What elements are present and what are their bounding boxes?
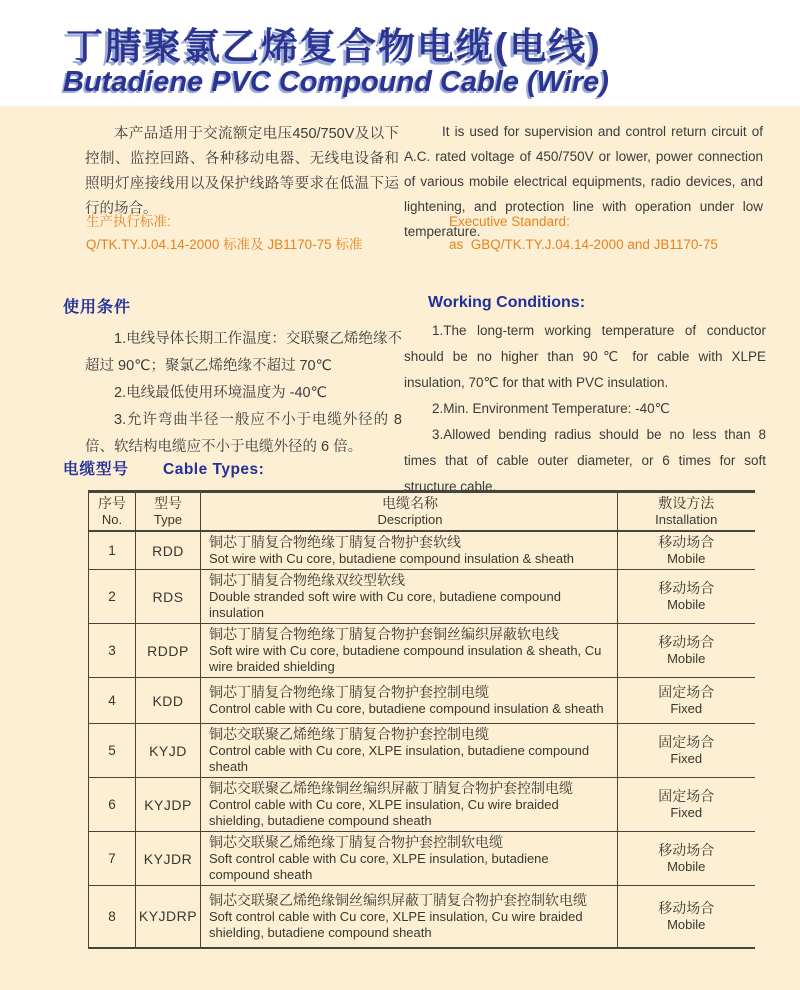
column-header-description-zh: 电缆名称 — [382, 495, 438, 511]
cell-installation — [618, 832, 755, 886]
cell-no: 6 — [89, 778, 136, 832]
installation-zh: 移动场合 — [658, 534, 715, 550]
installation-en: Fixed — [670, 701, 703, 716]
page-content — [0, 106, 800, 990]
working-conditions-item-en-1: 1.The long-term working temperature of conductor should be no higher than 90℃ for cable with XLPE insulation, 70℃ for that with PVC insulation. — [404, 323, 766, 390]
description-zh: 铜芯交联聚乙烯绝缘铜丝编织屏蔽丁腈复合物护套控制软电缆 — [209, 891, 587, 908]
cell-description — [201, 624, 618, 678]
cell-description — [201, 886, 618, 948]
installation-en: Mobile — [667, 651, 706, 666]
working-conditions-item-en-2: 2.Min. Environment Temperature: -40℃ — [432, 401, 670, 416]
cable-table-body — [89, 531, 755, 948]
description-en: Soft control cable with Cu core, XLPE insulation, butadiene compound sheath — [209, 851, 549, 882]
cell-no: 1 — [89, 531, 136, 570]
cell-no: 7 — [89, 832, 136, 886]
column-header-installation — [618, 492, 755, 532]
installation-en: Fixed — [670, 805, 703, 820]
cell-type: KYJDP — [136, 778, 201, 832]
installation-zh: 固定场合 — [658, 684, 715, 700]
column-header-no — [89, 492, 136, 532]
description-en: Double stranded soft wire with Cu core, butadiene compound insulation — [209, 589, 561, 620]
cell-type: KYJDRP — [136, 886, 201, 948]
executive-standard-label-en: Executive Standard: — [449, 214, 570, 229]
production-standard-value-zh: Q/TK.TY.J.04.14-2000 标准及 JB1170-75 标准 — [86, 237, 363, 252]
cell-installation — [618, 724, 755, 778]
column-header-no-en: No. — [101, 512, 123, 527]
column-header-type — [136, 492, 201, 532]
working-conditions-item-zh-3: 3.允许弯曲半径一般应不小于电缆外径的 8 倍、软结构电缆应不小于电缆外径的 6 倍。 — [85, 412, 402, 455]
cell-description — [201, 531, 618, 570]
description-en: Sot wire with Cu core, butadiene compound insulation & sheath — [209, 551, 574, 566]
table-row — [89, 778, 755, 832]
installation-zh: 移动场合 — [658, 580, 715, 596]
installation-en: Mobile — [667, 916, 706, 932]
working-conditions-item-zh-2: 2.电线最低使用环境温度为 -40℃ — [114, 385, 327, 401]
working-conditions-item-zh-1: 1.电线导体长期工作温度：交联聚乙烯绝缘不超过 90℃；聚氯乙烯绝缘不超过 70℃ — [85, 331, 402, 374]
installation-zh: 固定场合 — [658, 788, 715, 804]
column-header-description — [201, 492, 618, 532]
table-row — [89, 624, 755, 678]
table-row — [89, 531, 755, 570]
installation-en: Mobile — [667, 551, 706, 566]
description-zh: 铜芯交联聚乙烯绝缘丁腈复合物护套控制软电缆 — [209, 834, 503, 850]
cell-no: 3 — [89, 624, 136, 678]
cell-type: KDD — [136, 678, 201, 724]
installation-en: Mobile — [667, 597, 706, 612]
executive-standard-en — [449, 210, 718, 256]
working-conditions-list-zh — [85, 326, 402, 461]
description-zh: 铜芯交联聚乙烯绝缘铜丝编织屏蔽丁腈复合物护套控制电缆 — [209, 780, 573, 796]
table-row — [89, 570, 755, 624]
column-header-installation-en: Installation — [655, 512, 718, 527]
cable-types-heading-en: Cable Types: — [163, 461, 265, 478]
intro-paragraph-en: It is used for supervision and control return circuit of A.C. rated voltage of 450/750V or lower, power connection of various mobile electrical equipments, radio devices, and lightening, and protection line with operation under low temperature. — [404, 124, 763, 239]
cell-description — [201, 570, 618, 624]
cell-installation — [618, 778, 755, 832]
description-zh: 铜芯丁腈复合物绝缘丁腈复合物护套控制电缆 — [209, 684, 489, 700]
cell-type: KYJDR — [136, 832, 201, 886]
cell-type: RDS — [136, 570, 201, 624]
description-en: Control cable with Cu core, XLPE insulation, butadiene compound sheath — [209, 743, 590, 774]
description-en: Control cable with Cu core, XLPE insulation, Cu wire braided shielding, butadiene compound sheath — [209, 797, 559, 828]
executive-standard-value-en: as GBQ/TK.TY.J.04.14-2000 and JB1170-75 — [449, 237, 718, 252]
installation-zh: 移动场合 — [658, 634, 715, 650]
description-zh: 铜芯丁腈复合物绝缘丁腈复合物护套软线 — [209, 534, 461, 550]
cell-type: RDDP — [136, 624, 201, 678]
installation-zh: 固定场合 — [658, 734, 715, 750]
installation-en: Fixed — [670, 751, 703, 766]
cell-installation — [618, 531, 755, 570]
cell-installation — [618, 624, 755, 678]
cell-description — [201, 778, 618, 832]
intro-paragraph-zh: 本产品适用于交流额定电压450/750V及以下控制、监控回路、各种移动电器、无线电设备和照明灯座接线用以及保护线路等要求在低温下运行的场合。 — [85, 126, 399, 217]
table-row — [89, 678, 755, 724]
column-header-description-en: Description — [377, 512, 443, 527]
column-header-type-zh: 型号 — [154, 495, 182, 511]
column-header-no-zh: 序号 — [98, 495, 126, 511]
cable-table-head — [89, 492, 755, 532]
installation-zh: 移动场合 — [658, 842, 715, 858]
working-conditions-heading-zh: 使用条件 — [63, 299, 132, 316]
production-standard-zh — [86, 210, 362, 256]
description-en: Soft control cable with Cu core, XLPE insulation, Cu wire braided shielding, butadiene compound sheath — [209, 908, 583, 940]
cell-type: RDD — [136, 531, 201, 570]
description-en: Control cable with Cu core, butadiene compound insulation & sheath — [209, 701, 604, 716]
production-standard-label-zh: 生产执行标准: — [86, 214, 171, 229]
cell-description — [201, 724, 618, 778]
cable-types-table — [88, 490, 755, 949]
column-header-installation-zh: 敷设方法 — [658, 495, 715, 511]
cell-description — [201, 832, 618, 886]
cell-no: 5 — [89, 724, 136, 778]
cell-description — [201, 678, 618, 724]
table-row — [89, 886, 755, 948]
installation-en: Mobile — [667, 859, 706, 874]
description-en: Soft wire with Cu core, butadiene compound insulation & sheath, Cu wire braided shielding — [209, 643, 602, 674]
column-header-type-en: Type — [153, 512, 183, 527]
working-conditions-heading-en: Working Conditions: — [428, 294, 586, 311]
description-zh: 铜芯交联聚乙烯绝缘丁腈复合物护套控制电缆 — [209, 726, 489, 742]
page-title-en: Butadiene PVC Compound Cable (Wire) — [63, 66, 609, 98]
cell-no: 2 — [89, 570, 136, 624]
description-zh: 铜芯丁腈复合物绝缘丁腈复合物护套铜丝编织屏蔽软电线 — [209, 626, 559, 642]
cell-no: 4 — [89, 678, 136, 724]
cable-types-heading-zh: 电缆型号 — [63, 461, 130, 478]
cell-installation — [618, 678, 755, 724]
working-conditions-list-en — [404, 318, 766, 500]
table-row — [89, 724, 755, 778]
cable-types-heading — [63, 457, 264, 479]
table-header-row — [89, 492, 755, 532]
page-header — [0, 0, 800, 106]
table-row — [89, 832, 755, 886]
cell-no: 8 — [89, 886, 136, 948]
cell-type: KYJD — [136, 724, 201, 778]
installation-zh: 移动场合 — [658, 899, 715, 916]
cell-installation — [618, 886, 755, 948]
cell-installation — [618, 570, 755, 624]
page-title-zh: 丁腈聚氯乙烯复合物电缆(电线) — [66, 26, 602, 67]
working-conditions-item-en-3: 3.Allowed bending radius should be no less than 8 times that of cable outer diameter, or 6 times for soft structure cable. — [404, 427, 766, 494]
description-zh: 铜芯丁腈复合物绝缘双绞型软线 — [209, 572, 405, 588]
